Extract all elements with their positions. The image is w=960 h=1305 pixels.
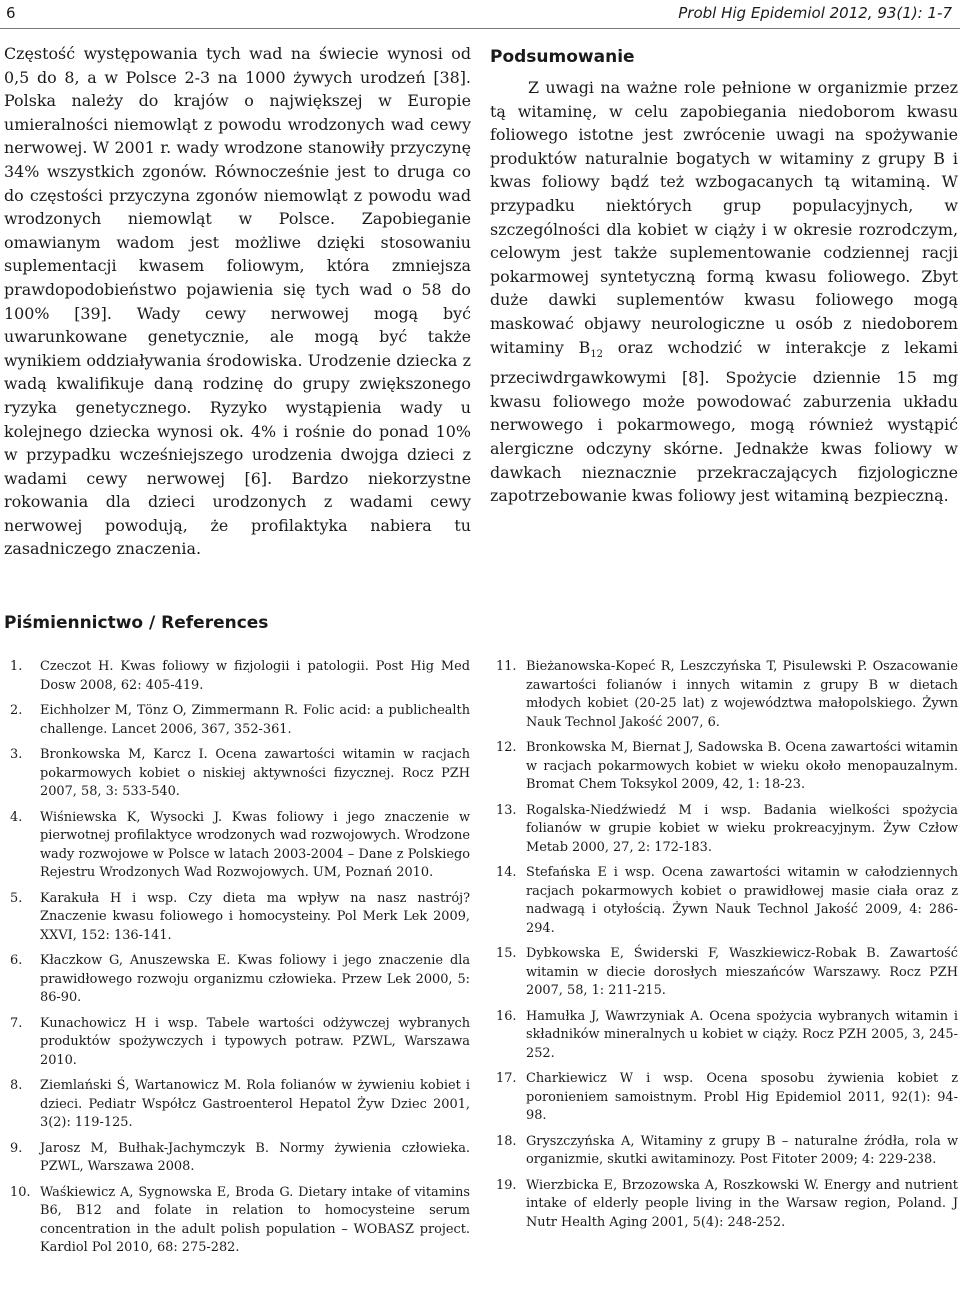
reference-text: Kłaczkow G, Anuszewska E. Kwas foliowy i jego znaczenie dla prawidłowego rozwoju organizmu człowieka. Przew Lek 2000, 5: 86-90. xyxy=(40,953,470,1005)
reference-number: 15. xyxy=(496,946,517,961)
reference-number: 16. xyxy=(496,1008,517,1024)
left-column xyxy=(4,42,471,561)
reference-text: Gryszczyńska A, Witaminy z grupy B – naturalne źródła, rola w organizmie, skutki awitaminozy. Post Fitoter 2009; 4: 229-238. xyxy=(526,1133,958,1167)
reference-item xyxy=(490,1008,958,1064)
reference-number: 5. xyxy=(10,890,23,906)
reference-item xyxy=(490,802,958,858)
reference-number: 6. xyxy=(10,953,23,968)
reference-item xyxy=(4,746,470,802)
reference-number: 9. xyxy=(10,1140,23,1156)
reference-text: Kunachowicz H i wsp. Tabele wartości odżywczej wybranych produktów spożywczych i typowych potraw. PZWL, Warszawa 2010. xyxy=(40,1015,470,1068)
references-list-right xyxy=(490,658,958,1239)
journal-citation: Probl Hig Epidemiol 2012, 93(1): 1-7 xyxy=(678,4,952,22)
reference-number: 7. xyxy=(10,1015,23,1031)
right-column xyxy=(490,42,958,508)
reference-item xyxy=(4,890,470,946)
reference-item xyxy=(490,945,958,1001)
reference-number: 11. xyxy=(496,659,517,674)
reference-item xyxy=(4,1077,470,1133)
reference-number: 12. xyxy=(496,740,517,755)
reference-number: 3. xyxy=(10,747,23,762)
reference-text: Rogalska-Niedźwiedź M i wsp. Badania wielkości spożycia folianów w grupie kobiet w wieku prokreacyjnym. Żyw Człow Metab 2000, 27, 2: 172-183. xyxy=(526,802,958,855)
reference-item xyxy=(4,809,470,883)
vitamin-subscript: 12 xyxy=(590,348,604,360)
reference-item xyxy=(490,739,958,795)
reference-text: Czeczot H. Kwas foliowy w fizjologii i patologii. Post Hig Med Dosw 2008, 62: 405-419. xyxy=(40,659,470,693)
reference-number: 17. xyxy=(496,1071,517,1086)
reference-number: 18. xyxy=(496,1133,517,1149)
summary-text-part1: Z uwagi na ważne role pełnione w organizmie przez tą witaminę, w celu zapobiegania niedoborom kwasu foliowego istotne jest zwrócenie uwagi na spożywanie produktów naturalnie bogatych w witaminy z grupy B i kwas foliowy bądź też wzbogacanych tą witaminą. W przypadku niektórych grup populacyjnych, w szczególności dla kobiet w ciąży i w okresie rozrodczym, celowym jest także suplementowanie codziennej racji pokarmowej syntetyczną formą kwasu foliowego. Zbyt duże dawki suplementów kwasu foliowego mogą maskować objawy neurologiczne u osób z niedoborem witaminy B xyxy=(490,78,958,357)
references-heading: Piśmiennictwo / References xyxy=(4,613,269,633)
page-header xyxy=(0,0,960,29)
reference-item xyxy=(490,1133,958,1170)
reference-text: Karakuła H i wsp. Czy dieta ma wpływ na nasz nastrój? Znaczenie kwasu foliowego i homocysteiny. Pol Merk Lek 2009, XXVI, 152: 136-141. xyxy=(40,890,470,943)
reference-item xyxy=(4,658,470,695)
reference-text: Wierzbicka E, Brzozowska A, Roszkowski W. Energy and nutrient intake of elderly people living in the Warsaw region, Poland. J Nutr Health Aging 2001, 5(4): 248-252. xyxy=(526,1177,958,1230)
reference-number: 2. xyxy=(10,703,23,718)
reference-text: Jarosz M, Bułhak-Jachymczyk B. Normy żywienia człowieka. PZWL, Warszawa 2008. xyxy=(40,1140,470,1174)
reference-item xyxy=(490,1070,958,1126)
reference-number: 14. xyxy=(496,865,517,880)
body-paragraph: Częstość występowania tych wad na świecie wynosi od 0,5 do 8, a w Polsce 2-3 na 1000 żywych urodzeń [38]. Polska należy do krajów o największej w Europie umieralności niemowląt z powodu wrodzonych wad cewy nerwowej. W 2001 r. wady wrodzone stanowiły przyczynę 34% wszystkich zgonów. Równocześnie jest to druga co do częstości przyczyna zgonów niemowląt z powodu wad wrodzonych niemowląt w Polsce. Zapobieganie omawianym wadom jest możliwe dzięki stosowaniu suplementacji kwasem foliowym, która zmniejsza prawdopodobieństwo pojawienia się tych wad o 58 do 100% [39]. Wady cewy nerwowej mogą być uwarunkowane genetycznie, ale mogą być także wynikiem oddziaływania środowiska. Urodzenie dziecka z wadą kwalifikuje daną rodzinę do grupy zwiększonego ryzyka genetycznego. Ryzyko wystąpienia wady u kolejnego dziecka wynosi ok. 4% i rośnie do ponad 10% w przypadku wcześniejszego urodzenia dwojga dzieci z wadami cewy nerwowej [6]. Bardzo niekorzystne rokowania dla dzieci urodzonych z wadami cewy nerwowej powodują, że profilaktyka nabiera tu zasadniczego znaczenia. xyxy=(4,44,471,559)
reference-number: 1. xyxy=(10,659,23,674)
reference-number: 4. xyxy=(10,809,23,825)
page-number: 6 xyxy=(6,4,16,22)
references-list-left xyxy=(4,658,470,1265)
reference-number: 8. xyxy=(10,1078,23,1093)
reference-item xyxy=(4,1184,470,1258)
reference-text: Dybkowska E, Świderski F, Waszkiewicz-Robak B. Zawartość witamin w diecie dorosłych mieszańców Warszawy. Rocz PZH 2007, 58, 1: 211-215. xyxy=(526,946,958,998)
reference-number: 13. xyxy=(496,802,517,818)
reference-number: 10. xyxy=(10,1184,31,1200)
reference-text: Wiśniewska K, Wysocki J. Kwas foliowy i jego znaczenie w pierwotnej profilaktyce wrodzonych wad rozwojowych. Wrodzone wady rozwojowe w Polsce w latach 2003-2004 – Dane z Polskiego Rejestru Wrodzonych Wad Rozwojowych. UM, Poznań 2010. xyxy=(40,809,470,880)
reference-text: Bronkowska M, Karcz I. Ocena zawartości witamin w racjach pokarmowych kobiet o niskiej aktywności fizycznej. Rocz PZH 2007, 58, 3: 533-540. xyxy=(40,747,470,799)
reference-text: Stefańska E i wsp. Ocena zawartości witamin w całodziennych racjach pokarmowych kobiet o prawidłowej masie ciała oraz z nadwagą i otyłością. Żywn Nauk Technol Jakość 2009, 4: 286-294. xyxy=(526,865,958,936)
reference-item xyxy=(4,1140,470,1177)
reference-item xyxy=(490,658,958,732)
reference-text: Charkiewicz W i wsp. Ocena sposobu żywienia kobiet z poronieniem samoistnym. Probl Hig Epidemiol 2011, 92(1): 94-98. xyxy=(526,1071,958,1123)
reference-text: Eichholzer M, Tönz O, Zimmermann R. Folic acid: a publichealth challenge. Lancet 2006, 367, 352-361. xyxy=(40,703,470,737)
reference-text: Ziemlański Ś, Wartanowicz M. Rola folianów w żywieniu kobiet i dzieci. Pediatr Współcz Gastroenterol Hepatol Żyw Dziec 2001, 3(2): 119-125. xyxy=(40,1078,470,1130)
reference-number: 19. xyxy=(496,1177,517,1193)
reference-text: Hamułka J, Wawrzyniak A. Ocena spożycia wybranych witamin i składników mineralnych u kobiet w ciąży. Rocz PZH 2005, 3, 245-252. xyxy=(526,1008,958,1061)
reference-item xyxy=(490,864,958,938)
reference-text: Bronkowska M, Biernat J, Sadowska B. Ocena zawartości witamin w racjach pokarmowych kobiet w wieku około menopauzalnym. Bromat Chem Toksykol 2009, 42, 1: 18-23. xyxy=(526,740,958,792)
reference-text: Bieżanowska-Kopeć R, Leszczyńska T, Pisulewski P. Oszacowanie zawartości folianów i innych witamin z grupy B w dietach młodych kobiet (20-25 lat) z województwa małopolskiego. Żywn Nauk Technol Jakość 2007, 6. xyxy=(526,659,958,730)
reference-item xyxy=(4,952,470,1008)
reference-item xyxy=(4,1015,470,1071)
reference-text: Waśkiewicz A, Sygnowska E, Broda G. Dietary intake of vitamins B6, B12 and folate in relation to homocysteine serum concentration in the adult polish population – WOBASZ project. Kardiol Pol 2010, 68: 275-282. xyxy=(40,1184,470,1255)
reference-item xyxy=(4,702,470,739)
summary-heading: Podsumowanie xyxy=(490,47,635,67)
summary-paragraph xyxy=(490,76,958,508)
reference-item xyxy=(490,1177,958,1233)
summary-text-part2: oraz wchodzić w interakcje z lekami przeciwdrgawkowymi [8]. Spożycie dziennie 15 mg kwasu foliowego może powodować zaburzenia układu nerwowego i pokarmowego, mogą również wystąpić alergiczne odczyny skórne. Jednakże kwas foliowy w dawkach nieznacznie przekraczających fizjologiczne zapotrzebowanie kwas foliowy jest witaminą bezpieczną. xyxy=(490,337,958,506)
